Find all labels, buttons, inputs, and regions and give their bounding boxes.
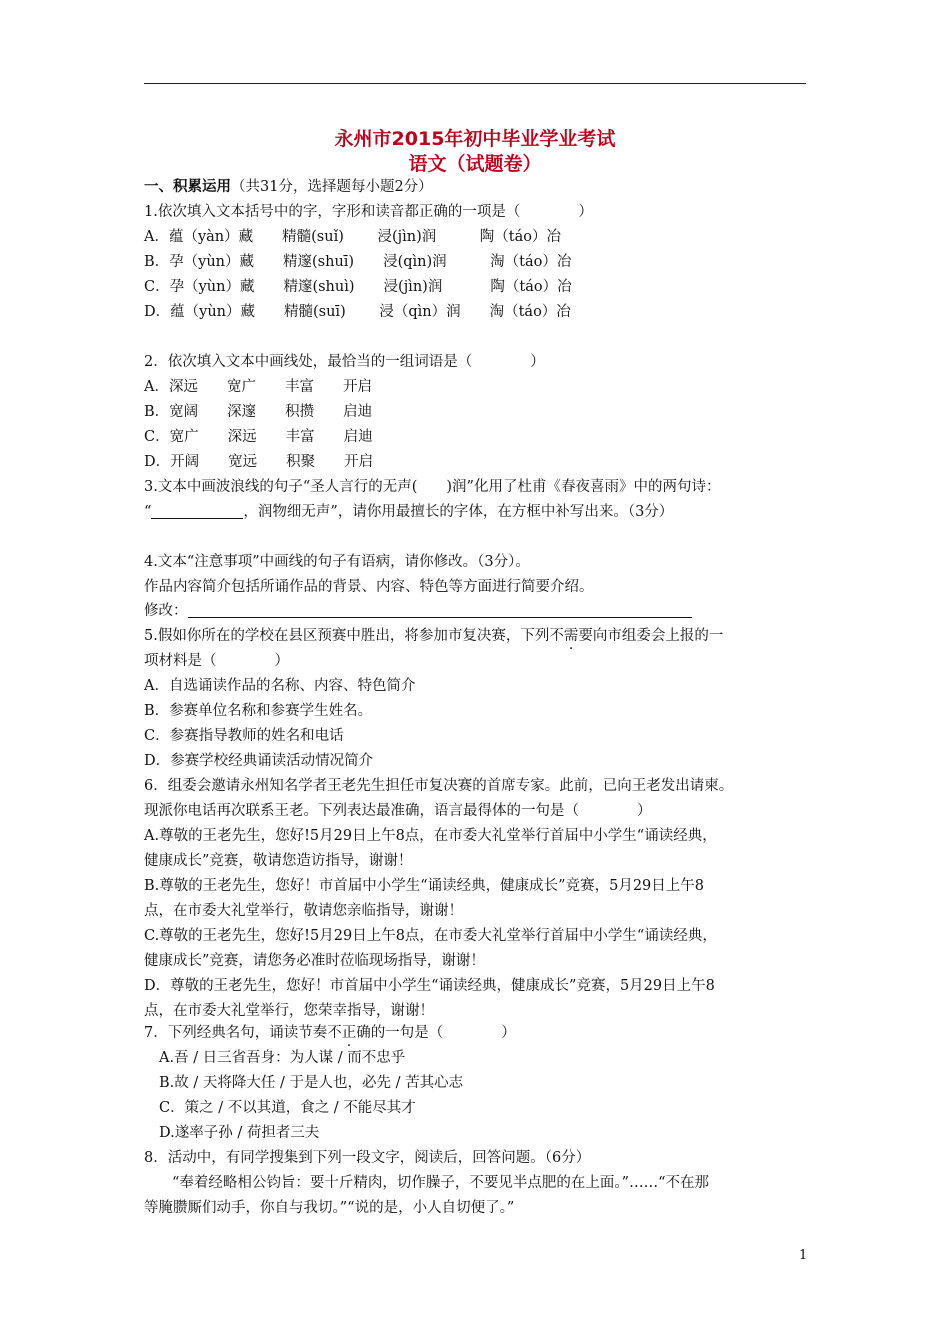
q1-option-a: A．蕴（yàn）藏 精髓(suǐ) 浸(jìn)润 陶（táo）冶 bbox=[144, 229, 561, 245]
q1-option-b: B．孕（yùn）藏 精邃(shuī) 浸(qìn)润 淘（táo）冶 bbox=[144, 254, 572, 270]
q8-passage-line2: 等腌臜厮们动手，你自与我切。”“说的是，小人自切便了。” bbox=[144, 1200, 515, 1216]
q6-option-b-cont: 点，在市委大礼堂举行，敬请您亲临指导，谢谢！ bbox=[144, 903, 463, 919]
q7-emphasis: 不正确 bbox=[327, 1025, 371, 1041]
q1-option-c: C．孕（yùn）藏 精邃(shuì) 浸(jìn)润 陶（táo）冶 bbox=[144, 279, 572, 295]
q6-option-d: D．尊敬的王老先生，您好！市首届中小学生“诵读经典，健康成长”竞赛，5月29日上午8 bbox=[144, 978, 715, 994]
q3-answer-blank[interactable] bbox=[151, 504, 243, 519]
q5-option-d: D．参赛学校经典诵读活动情况简介 bbox=[144, 753, 374, 769]
q3-line2: “ ，润物细无声”，请你用最擅长的字体，在方框中补写出来。（3分） bbox=[144, 504, 674, 520]
q1-stem: 1.依次填入文本括号中的字，字形和读音都正确的一项是（ ） bbox=[144, 204, 593, 220]
q6-option-a-cont: 健康成长”竞赛，敬请您造访指导，谢谢！ bbox=[144, 853, 413, 869]
q5-stem: 5.假如你所在的学校在县区预赛中胜出，将参加市复决赛，下列不需要向市组委会上报的一 bbox=[144, 628, 724, 644]
q4-stem: 4.文本“注意事项”中画线的句子有语病，请你修改。（3分）。 bbox=[144, 554, 530, 570]
q4-answer-blank[interactable] bbox=[188, 603, 692, 618]
q6-stem: 6．组委会邀请永州知名学者王老先生担任市复决赛的首席专家。此前，已向王老发出请柬。 bbox=[144, 778, 734, 794]
q7-option-b: B.故 / 天将降大任 / 于是人也，必先 / 苦其心志 bbox=[159, 1075, 464, 1091]
q6-option-b: B.尊敬的王老先生，您好！市首届中小学生“诵读经典，健康成长”竞赛，5月29日上午8 bbox=[144, 878, 704, 894]
q5-stem-line2: 项材料是（ ） bbox=[144, 653, 289, 669]
q6-option-d-cont: 点，在市委大礼堂举行，您荣幸指导，谢谢！ bbox=[144, 1003, 434, 1019]
q7-option-d: D.遂率子孙 / 荷担者三夫 bbox=[159, 1125, 320, 1141]
header-rule bbox=[144, 83, 806, 84]
q5-emphasis: 不需要 bbox=[549, 628, 593, 644]
q6-option-c-cont: 健康成长”竞赛，请您务必准时莅临现场指导，谢谢！ bbox=[144, 953, 485, 969]
q7-stem: 7．下列经典名句，诵读节奏不正确的一句是（ ） bbox=[144, 1025, 516, 1041]
q6-option-a: A.尊敬的王老先生，您好!5月29日上午8点，在市委大礼堂举行首届中小学生“诵读经典， bbox=[144, 828, 717, 844]
q5-option-c: C．参赛指导教师的姓名和电话 bbox=[144, 728, 344, 744]
exam-title: 永州市2015年初中毕业学业考试 bbox=[334, 128, 616, 150]
q2-option-a: A．深远 宽广 丰富 开启 bbox=[144, 379, 372, 395]
exam-subtitle: 语文（试题卷） bbox=[408, 153, 542, 175]
q3-stem: 3.文本中画波浪线的句子“圣人言行的无声( )润”化用了杜甫《春夜喜雨》中的两句诗： bbox=[144, 479, 721, 495]
q2-option-b: B．宽阔 深邃 积攒 启迪 bbox=[144, 404, 373, 420]
q2-stem: 2．依次填入文本中画线处，最恰当的一组词语是（ ） bbox=[144, 354, 545, 370]
q6-option-c: C.尊敬的王老先生，您好!5月29日上午8点，在市委大礼堂举行首届中小学生“诵读经典， bbox=[144, 928, 717, 944]
q2-option-c: C．宽广 深远 丰富 启迪 bbox=[144, 429, 373, 445]
q5-option-a: A．自选诵读作品的名称、内容、特色简介 bbox=[144, 678, 416, 694]
q8-passage-line1: “奉着经略相公钧旨：要十斤精肉，切作臊子，不要见半点肥的在上面。”……“不在那 bbox=[172, 1175, 709, 1191]
q8-stem: 8．活动中，有同学搜集到下列一段文字，阅读后，回答问题。（6分） bbox=[144, 1150, 591, 1166]
q4-sentence: 作品内容简介包括所诵作品的背景、内容、特色等方面进行简要介绍。 bbox=[144, 579, 594, 595]
section-heading: 一、积累运用（共31分，选择题每小题2分） bbox=[144, 178, 433, 195]
q6-stem-line2: 现派你电话再次联系王老。下列表达最准确，语言最得体的一句是（ ） bbox=[144, 803, 652, 819]
q1-option-d: D．蕴（yùn）藏 精髓(suī) 浸（qìn）润 淘（táo）冶 bbox=[144, 304, 571, 320]
q7-option-a: A.吾 / 日三省吾身：为人谋 / 而不忠乎 bbox=[159, 1050, 406, 1066]
q7-option-c: C．策之 / 不以其道，食之 / 不能尽其才 bbox=[159, 1100, 416, 1116]
q5-option-b: B．参赛单位名称和参赛学生姓名。 bbox=[144, 703, 373, 719]
q2-option-d: D．开阔 宽远 积聚 开启 bbox=[144, 454, 374, 470]
q4-fix-line: 修改： bbox=[144, 602, 692, 620]
page-number: 1 bbox=[799, 1248, 808, 1263]
